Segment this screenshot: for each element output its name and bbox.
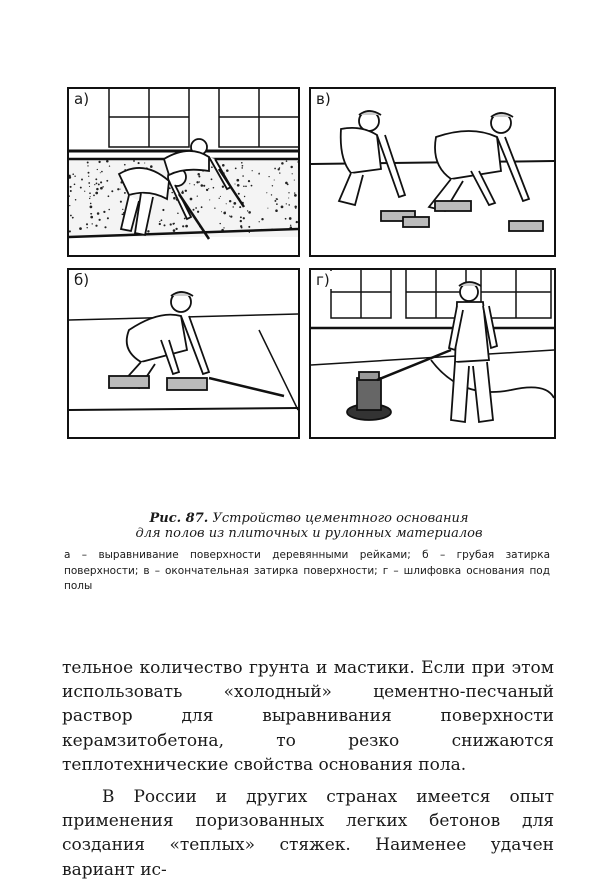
- figure-panel-a: [67, 87, 300, 257]
- paragraph-text-1: тельное количество грунта и мастики. Если при этом использовать «холодный» цементно-песчаный раствор для выравнивания поверхности керамзитобетона, то резко снижаются теплотехнические свойства основания пола.: [62, 658, 554, 775]
- panel-label-g: г): [316, 271, 330, 289]
- panel-label-a: а): [74, 90, 90, 108]
- illustration-leveling-with-rails: [69, 89, 298, 255]
- figure-caption-line1: [60, 511, 558, 526]
- figure-panel-g: [309, 268, 556, 439]
- figure-caption-line2: для полов из плиточных и рулонных материалов: [135, 526, 483, 541]
- illustration-floor-grinding: [311, 270, 554, 437]
- panel-label-b: б): [74, 271, 90, 289]
- paragraph-text-2: В России и других странах имеется опыт применения поризованных легких бетонов для создания «теплых» стяжек. Наименее удачен вариант ис-: [62, 787, 554, 880]
- figure-number: Рис. 87.: [149, 511, 209, 526]
- figure-panel-v: [309, 87, 556, 257]
- body-paragraph-2: [62, 785, 554, 882]
- figure-legend: а – выравнивание поверхности деревянными рейками; б – грубая затирка поверхности; в – окончательная затирка поверхности; г – шлифовка основания под полы: [64, 549, 550, 592]
- figure-panel-b: [67, 268, 300, 439]
- panel-label-v: в): [316, 90, 331, 108]
- body-paragraph-1: [62, 656, 554, 777]
- figure-caption-text1: Устройство цементного основания: [212, 511, 469, 526]
- illustration-rough-troweling: [69, 270, 298, 437]
- illustration-final-troweling: [311, 89, 554, 255]
